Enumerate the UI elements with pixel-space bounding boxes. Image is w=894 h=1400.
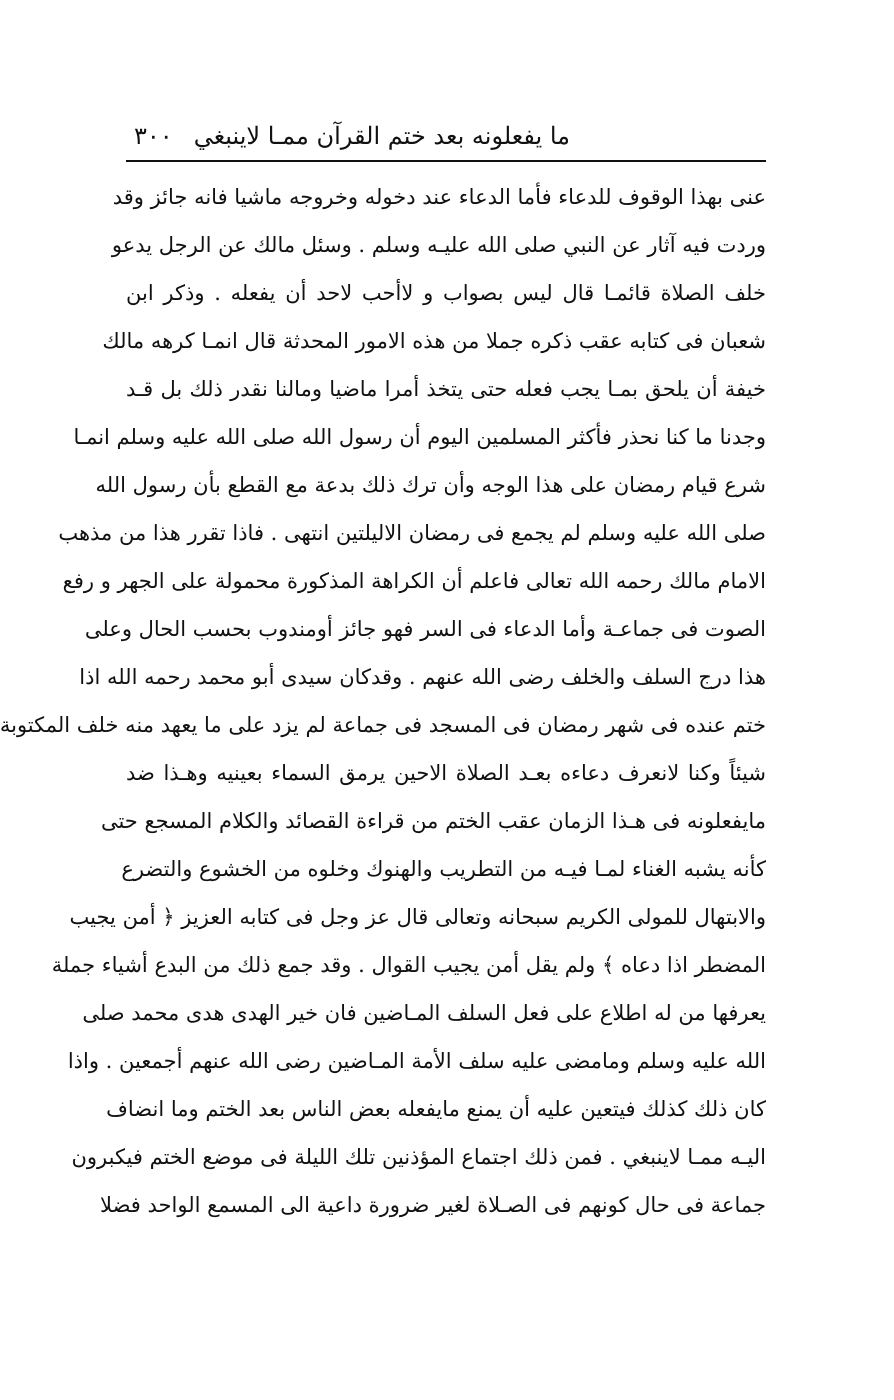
text-line: كان ذلك كذلك فيتعين عليه أن يمنع مايفعله بعض الناس بعد الختم وما انضاف — [106, 1097, 766, 1121]
page-number: ٣٠٠ — [134, 122, 173, 150]
text-line: يعرفها من له اطلاع على فعل السلف المـاضين فان خير الهدى هدى محمد صلى — [82, 1001, 766, 1025]
text-line: المضطر اذا دعاه ﴾ ولم يقل أمن يجيب القوال . وقد جمع ذلك من البدع أشياء جملة — [51, 953, 766, 977]
text-line: الله عليه وسلم ومامضى عليه سلف الأمة المـاضين رضى الله عنهم أجمعين . واذا — [67, 1049, 766, 1073]
text-line: كأنه يشبه الغناء لمـا فيـه من التطريب والهنوك وخلوه من الخشوع والتضرع — [121, 857, 766, 881]
chapter-title: ما يفعلونه بعد ختم القرآن ممـا لاينبغي — [193, 122, 570, 150]
text-line: الامام مالك رحمه الله تعالى فاعلم أن الكراهة المذكورة محمولة على الجهر و رفع — [62, 569, 766, 593]
text-line: شرع قيام رمضان على هذا الوجه وأن ترك ذلك بدعة مع القطع بأن رسول الله — [95, 473, 766, 497]
text-line: جماعة فى حال كونهم فى الصـلاة لغير ضرورة داعية الى المسمع الواحد فضلا — [100, 1193, 766, 1217]
text-line: والابتهال للمولى الكريم سبحانه وتعالى قال عز وجل فى كتابه العزيز ﴿ أمن يجيب — [69, 905, 766, 929]
header-rule — [126, 160, 766, 162]
text-line: ختم عنده فى شهر رمضان فى المسجد فى جماعة لم يزد على ما يعهد منه خلف المكتوبة — [0, 713, 766, 737]
text-line: خيفة أن يلحق بمـا يجب فعله حتى يتخذ أمرا ماضيا ومالنا نقدر ذلك بل قـد — [126, 377, 766, 401]
text-line: الصوت فى جماعـة وأما الدعاء فى السر فهو جائز أومندوب بحسب الحال وعلى — [84, 617, 766, 641]
running-header — [126, 118, 766, 158]
text-line: مايفعلونه فى هـذا الزمان عقب الختم من قراءة القصائد والكلام المسجع حتى — [100, 809, 766, 833]
text-line: خلف الصلاة قائمـا قال ليس بصواب و لاأحب لاحد أن يفعله . وذكر ابن — [126, 281, 766, 305]
text-line: اليـه ممـا لاينبغي . فمن ذلك اجتماع المؤذنين تلك الليلة فى موضع الختم فيكبرون — [71, 1145, 766, 1169]
text-line: شعبان فى كتابه عقب ذكره جملا من هذه الامور المحدثة قال انمـا كرهه مالك — [102, 329, 766, 353]
text-line: شيئاً وكنا لانعرف دعاءه بعـد الصلاة الاحين يرمق السماء بعينيه وهـذا ضد — [126, 761, 766, 785]
text-line: وردت فيه آثار عن النبي صلى الله عليـه وسلم . وسئل مالك عن الرجل يدعو — [111, 233, 766, 257]
text-line: عنى بهذا الوقوف للدعاء فأما الدعاء عند دخوله وخروجه ماشيا فانه جائز وقد — [112, 185, 766, 209]
text-line: وجدنا ما كنا نحذر فأكثر المسلمين اليوم أن رسول الله صلى الله عليه وسلم انمـا — [73, 425, 766, 449]
text-line: صلى الله عليه وسلم لم يجمع فى رمضان الاليلتين انتهى . فاذا تقرر هذا من مذهب — [58, 521, 766, 545]
body-text — [0, 173, 766, 1229]
text-line: هذا درج السلف والخلف رضى الله عنهم . وقدكان سيدى أبو محمد رحمه الله اذا — [79, 665, 766, 689]
